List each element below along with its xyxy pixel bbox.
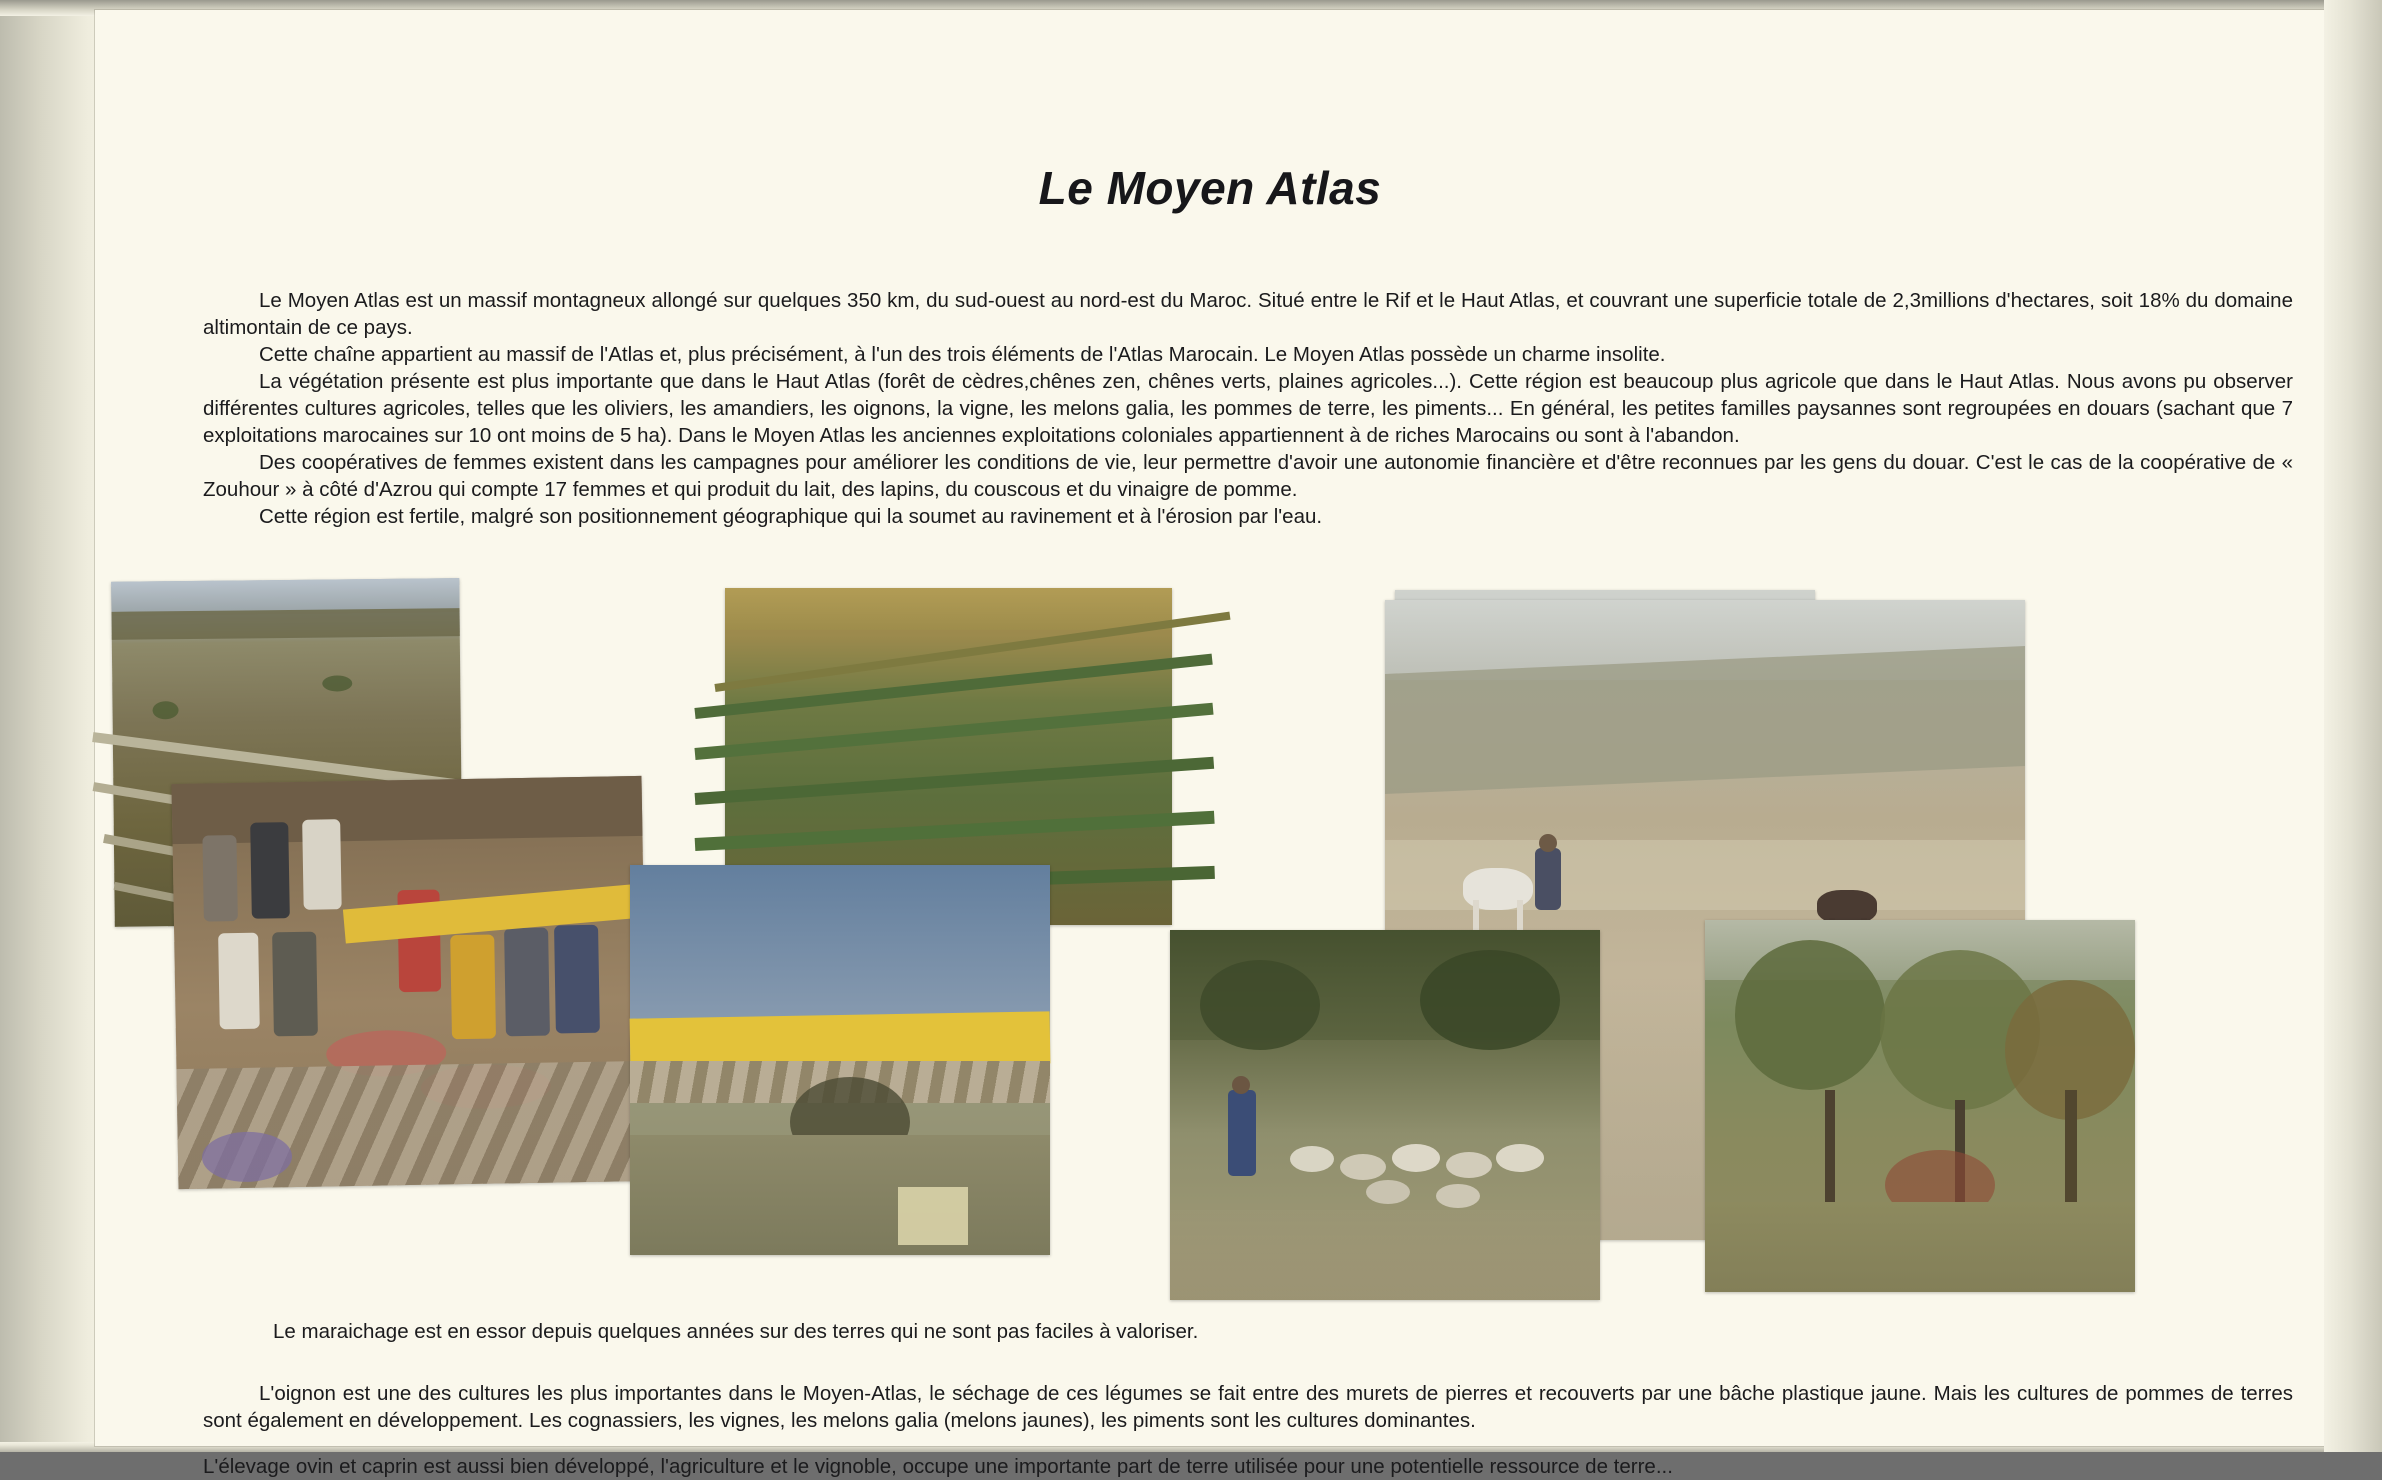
photo-crop-row [694, 703, 1213, 760]
scan-edge-right [2324, 0, 2382, 1452]
photo-person [250, 822, 290, 919]
paragraph-3: La végétation présente est plus importante que dans le Haut Atlas (forêt de cèdres,chênes zen, chênes verts, plaines agricoles...). Cette région est beaucoup plus agricole que dans le Haut Atlas. Nous avons pu observer différentes cultures agricoles, telles que les oliviers, les amandiers, les oignons, la vigne, les melons galia, les pommes de terre, les piments... En général, les petites familles paysannes sont regroupées en douars (sachant que 7 exploitations marocaines sur 10 ont moins de 5 ha). Dans le Moyen Atlas les anciennes exploitations coloniales appartiennent à de riches Marocains ou sont à l'abandon. [203, 370, 2293, 447]
photo-orchard [1705, 920, 2135, 1292]
photo-horse [1817, 890, 1877, 924]
photo-sheep-herd [1170, 930, 1600, 1300]
closing-text-block [203, 1380, 2293, 1434]
page-title: Le Moyen Atlas [1038, 161, 1382, 214]
photo-upper-field [725, 588, 1172, 630]
photo-person [202, 835, 237, 922]
photo-shrub [152, 701, 178, 719]
photo-shrub [322, 675, 352, 691]
photo-sheep [1290, 1146, 1334, 1172]
photo-background-soil [172, 776, 643, 844]
photo-tree [1200, 960, 1320, 1050]
paragraph-6: L'oignon est une des cultures les plus importantes dans le Moyen-Atlas, le séchage de ces légumes se fait entre des murets de pierres et recouverts par une bâche plastique jaune. Mais les cultures de pommes de terres sont également en développement. Les cognassiers, les vignes, les melons galia (melons jaunes), les piments sont les cultures dominantes. [203, 1382, 2293, 1432]
photo-foreground [1170, 1210, 1600, 1300]
photo-tree [1420, 950, 1560, 1050]
photo-sheep [1366, 1180, 1410, 1204]
paragraph-1: Le Moyen Atlas est un massif montagneux allongé sur quelques 350 km, du sud-ouest au nord-est du Maroc. Situé entre le Rif et le Haut Atlas, et couvrant une superficie totale de 2,3millions d'hectares, soit 18% du domaine altimontain de ce pays. [203, 289, 2293, 339]
photo-crop-row [695, 811, 1215, 851]
photo-sheep [1446, 1152, 1492, 1178]
photo-sheep [1340, 1154, 1386, 1180]
photo-trunk [1825, 1090, 1835, 1210]
photo-person [504, 928, 550, 1037]
photo-shepherd [1228, 1090, 1256, 1176]
photo-ridge [112, 608, 460, 640]
photo-person [302, 819, 342, 910]
photo-ground [630, 1135, 1050, 1255]
photo-sheep [1496, 1144, 1544, 1172]
photo-ground [1705, 1202, 2135, 1292]
paper-sheet [95, 10, 2325, 1478]
photo-yellow-tarp [630, 865, 1050, 1255]
photo-crop-row [695, 757, 1215, 805]
photo-person [218, 933, 260, 1030]
paragraph-2: Cette chaîne appartient au massif de l'Atlas et, plus précisément, à l'un des trois éléments de l'Atlas Marocain. Le Moyen Atlas possède un charme insolite. [259, 343, 1666, 366]
photo-tree [1735, 940, 1885, 1090]
photo-farmer-head [1539, 834, 1557, 852]
photo-shepherd-head [1232, 1076, 1250, 1094]
photo-sheep [1392, 1144, 1440, 1172]
photo-yellow-tarp-strip [343, 884, 645, 944]
photo-person [450, 935, 496, 1040]
photo-women-cooperative [172, 776, 649, 1189]
paragraph-5: Cette région est fertile, malgré son positionnement géographique qui la soumet au ravinement et à l'érosion par l'eau. [259, 505, 1323, 528]
intro-text-block [203, 287, 2293, 530]
photo-caption: Le maraichage est en essor depuis quelques années sur des terres qui ne sont pas faciles à valoriser. [273, 1320, 1199, 1343]
photo-farmer [1535, 848, 1561, 910]
photo-person [272, 932, 318, 1037]
photo-person [554, 925, 600, 1034]
cut-off-text-line: L'élevage ovin et caprin est aussi bien développé, l'agriculture et le vignoble, occupe une importante part de terre utilisée pour une potentielle ressource de terre... [203, 1455, 1673, 1478]
photo-sheep [1436, 1184, 1480, 1208]
photo-light-patch [898, 1187, 968, 1245]
paragraph-4: Des coopératives de femmes existent dans les campagnes pour améliorer les conditions de vie, leur permettre d'avoir une autonomie financière et d'être reconnues par les gens du douar. C'est le cas de la coopérative de « Zouhour » à côté d'Azrou qui compte 17 femmes et qui produit du lait, des lapins, du couscous et du vinaigre de pomme. [203, 451, 2293, 501]
